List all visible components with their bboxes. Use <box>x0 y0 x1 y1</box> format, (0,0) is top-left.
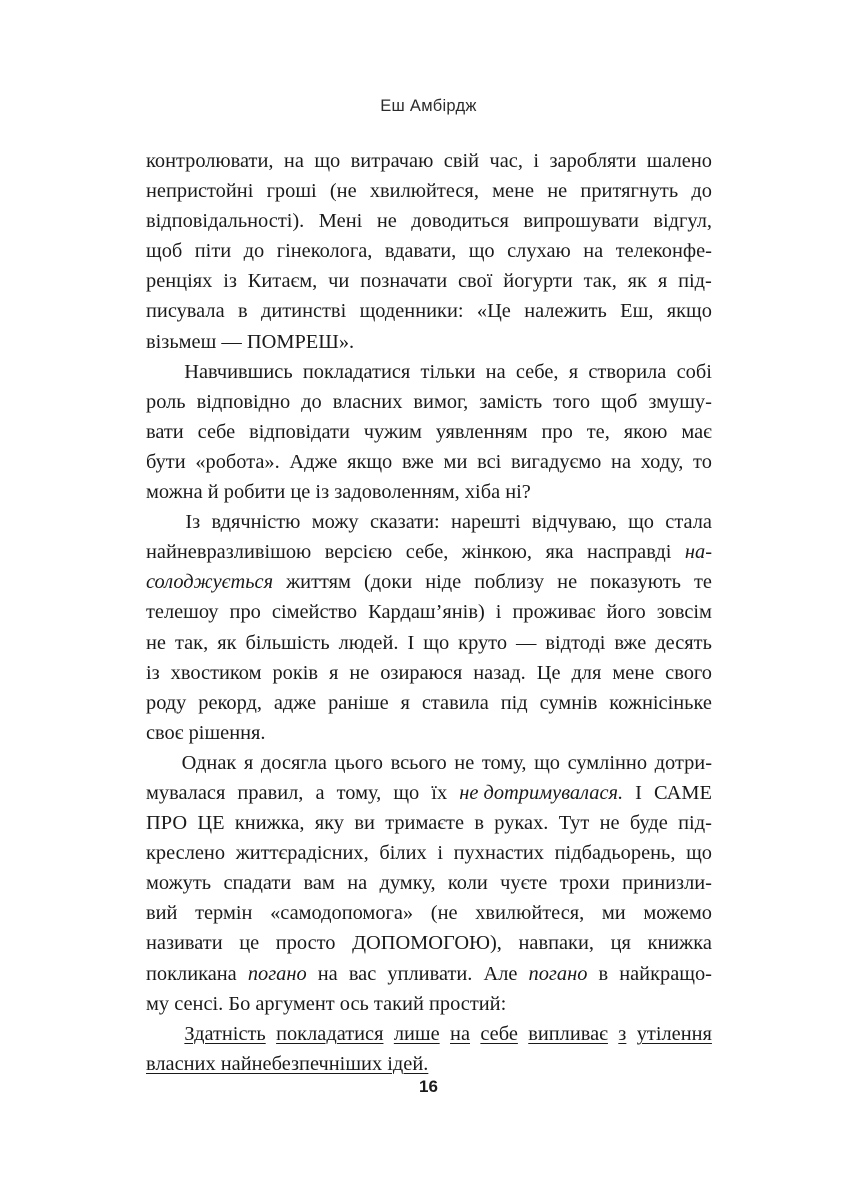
word: називати <box>146 932 223 955</box>
word: телеконфе- <box>615 240 712 263</box>
word: вий <box>146 902 178 925</box>
word: із <box>146 661 160 684</box>
word: витрачаю <box>350 150 434 172</box>
word: спадати <box>223 872 292 895</box>
word: гінеколога, <box>276 240 373 263</box>
word: і <box>495 601 502 624</box>
text-line <box>146 206 712 236</box>
word: що <box>314 150 341 172</box>
word: ходу, <box>640 450 684 473</box>
text-line <box>146 176 712 206</box>
word: собі <box>676 360 712 383</box>
word: що <box>393 781 420 804</box>
word: вам <box>303 872 335 895</box>
word: я <box>328 661 339 684</box>
word: тому, <box>481 751 527 774</box>
word: власних <box>332 390 403 413</box>
word: має <box>681 420 712 443</box>
word: так, <box>174 631 209 654</box>
text-line <box>146 1019 712 1049</box>
word: якщо <box>347 450 393 473</box>
text-line-last <box>146 1049 712 1079</box>
word: уявленням <box>435 420 528 443</box>
word: роду <box>146 691 187 714</box>
word: насправді <box>587 541 672 564</box>
paragraph-indent <box>146 1019 174 1049</box>
word: роль <box>146 390 186 413</box>
paragraph-1 <box>146 146 712 357</box>
word: телешоу <box>146 601 219 624</box>
word: хвилюйтеся, <box>475 902 585 925</box>
word: те <box>693 571 712 594</box>
word: можемо <box>643 902 712 925</box>
text-line <box>146 928 712 958</box>
word: досягла <box>260 751 327 774</box>
text-line <box>146 688 712 718</box>
text-line <box>146 868 712 898</box>
word: вже <box>401 450 434 473</box>
word: «робота». <box>195 450 280 473</box>
word: пухнастих <box>453 842 544 865</box>
word: книжка, <box>234 812 305 835</box>
word: сімейство <box>271 601 358 624</box>
word: ставила <box>421 691 489 714</box>
word: всього <box>390 751 447 774</box>
word: чи <box>328 270 350 293</box>
word: сумлінно <box>567 751 648 774</box>
word: до <box>243 240 265 263</box>
word: себе <box>197 420 236 443</box>
word: лише <box>393 1022 440 1045</box>
word: Однак <box>181 751 237 774</box>
word: цього <box>334 751 383 774</box>
emphasis: не дотримувалася. <box>459 781 624 804</box>
word: (не <box>430 902 458 925</box>
word: яка <box>545 541 574 564</box>
word: випливає <box>528 1022 608 1045</box>
word: ніде <box>425 571 462 594</box>
word: книжка <box>647 932 712 955</box>
text-line-last: візьмеш — ПОМРЕШ». <box>146 330 355 353</box>
underlined-text: власних найнебезпечніших ідей. <box>146 1052 429 1075</box>
word: мене <box>612 661 655 684</box>
word: чужим <box>363 420 422 443</box>
word: поблизу <box>474 571 545 594</box>
word <box>685 537 712 567</box>
word: жінкою, <box>461 541 532 564</box>
word: сумнів <box>539 691 598 714</box>
emphasis: на- <box>684 541 712 564</box>
word: навпаки, <box>518 932 594 955</box>
text-line <box>146 266 712 296</box>
paragraph-4 <box>146 748 712 1019</box>
word: контролювати, <box>146 150 274 172</box>
word: упливати. <box>387 962 473 985</box>
word: щоб <box>146 240 183 263</box>
word: то <box>693 450 712 473</box>
paragraph-3 <box>146 507 712 748</box>
word: на <box>485 360 506 383</box>
word: зовсім <box>656 601 712 624</box>
word <box>529 959 588 989</box>
word: адже <box>273 691 317 714</box>
word: просто <box>275 932 336 955</box>
word: позначати <box>360 270 448 293</box>
word: вати <box>146 420 184 443</box>
word: до <box>301 390 322 413</box>
word: притягнуть <box>580 180 679 203</box>
paragraph-indent <box>146 357 174 387</box>
paragraph-indent <box>146 507 174 537</box>
word: сказати: <box>369 511 440 534</box>
word: ренціях <box>146 270 213 293</box>
emphasis: солоджується <box>146 571 274 594</box>
word: бути <box>146 450 186 473</box>
word: стала <box>665 511 712 534</box>
word: на <box>583 240 604 263</box>
word: на <box>611 450 632 473</box>
word: і <box>437 842 443 865</box>
word: себе, <box>515 360 559 383</box>
word: про <box>229 601 261 624</box>
word: під <box>500 691 528 714</box>
word: Здатність <box>184 1022 266 1045</box>
word: — <box>516 631 537 654</box>
text-line <box>146 507 712 537</box>
word: не <box>454 751 475 774</box>
text-line-last: можна й робити це із задоволенням, хіба ні? <box>146 481 531 504</box>
word: слухаю <box>507 240 571 263</box>
word: в <box>474 812 484 835</box>
word: якщо <box>666 300 712 323</box>
text-line <box>146 537 712 567</box>
text-line <box>146 808 712 838</box>
word: я <box>243 751 254 774</box>
word: того <box>553 390 591 413</box>
word: (не <box>329 180 357 203</box>
word: хвостиком <box>170 661 262 684</box>
word: правил, <box>237 781 304 804</box>
word: проживає <box>512 601 596 624</box>
word: відповідно <box>196 390 291 413</box>
word: гроші <box>266 180 317 203</box>
word: замість <box>479 390 543 413</box>
text-line <box>146 387 712 417</box>
word: що <box>686 842 712 865</box>
word: в <box>598 962 609 985</box>
word: найкращо- <box>619 962 712 985</box>
word: ДОПОМОГОЮ), <box>352 932 502 955</box>
word: не <box>599 812 620 835</box>
word: я <box>568 360 579 383</box>
word: заробляти <box>549 150 637 172</box>
word: не <box>547 180 568 203</box>
emphasis: погано <box>247 962 307 985</box>
word: Тут <box>558 812 590 835</box>
word: як <box>627 270 647 293</box>
paragraph-2 <box>146 357 712 507</box>
text-line <box>146 628 712 658</box>
word: під- <box>678 812 712 835</box>
word: ЦЕ <box>197 812 225 835</box>
word: мувалася <box>146 781 226 804</box>
word: можу <box>311 511 359 534</box>
word: десять <box>655 631 712 654</box>
word: що <box>423 631 450 654</box>
word: Кардаш’янів) <box>368 601 485 624</box>
word: (доки <box>363 571 413 594</box>
word: шалено <box>646 150 712 172</box>
word <box>248 959 307 989</box>
word: більшість <box>245 631 330 654</box>
word: років <box>272 661 319 684</box>
word: раніше <box>328 691 389 714</box>
word: із <box>223 270 237 293</box>
word: те, <box>586 420 610 443</box>
word: йогурти <box>503 270 573 293</box>
word: належить <box>524 300 607 323</box>
text-line <box>146 748 712 778</box>
word: Адже <box>289 450 338 473</box>
word: назад. <box>473 661 526 684</box>
word: не <box>349 661 370 684</box>
word: себе <box>480 1022 518 1045</box>
word: на <box>347 872 368 895</box>
text-line <box>146 959 712 989</box>
paragraph-5-underlined <box>146 1019 712 1079</box>
running-head: Еш Амбірдж <box>380 97 477 115</box>
text-line <box>146 357 712 387</box>
word: САМЕ <box>654 781 712 804</box>
word: Еш, <box>620 300 654 323</box>
word: і <box>533 150 540 172</box>
text-line <box>146 898 712 928</box>
word: буде <box>629 812 668 835</box>
word: на <box>450 1022 470 1045</box>
word: що <box>534 751 560 774</box>
word: вигадуємо <box>510 450 602 473</box>
word: не <box>376 210 397 233</box>
word: яку <box>314 812 344 835</box>
text-line <box>146 838 712 868</box>
word: версією <box>324 541 393 564</box>
text-line <box>146 236 712 266</box>
word: дитинстві <box>260 300 347 323</box>
word: під- <box>678 270 712 293</box>
word: життєрадісних, <box>235 842 369 865</box>
word: кожнісіньке <box>609 691 712 714</box>
word: для <box>571 661 602 684</box>
word: на <box>283 150 304 172</box>
word: доводиться <box>411 210 509 233</box>
word: їх <box>431 781 448 804</box>
word: вдячністю <box>211 511 301 534</box>
word: його <box>606 601 646 624</box>
page-number: 16 <box>419 1077 438 1096</box>
word: креслено <box>146 842 226 865</box>
word: відчуваю, <box>531 511 617 534</box>
word: хвилюйтеся, <box>369 180 479 203</box>
word: що <box>628 511 654 534</box>
word: круто <box>458 631 508 654</box>
word: покликана <box>146 962 237 985</box>
text-line <box>146 447 712 477</box>
word: писувала <box>146 300 225 323</box>
word: змушу- <box>648 390 712 413</box>
word: щоденники: <box>359 300 464 323</box>
body-text <box>146 146 712 1079</box>
text-line <box>146 567 712 597</box>
word: ми <box>601 902 626 925</box>
word: думку, <box>379 872 436 895</box>
word: принизли- <box>622 872 712 895</box>
word: руках. <box>494 812 549 835</box>
word: створила <box>588 360 667 383</box>
word: до <box>691 180 712 203</box>
word <box>146 567 273 597</box>
text-line-last: своє рішення. <box>146 721 266 744</box>
word: тому, <box>336 781 382 804</box>
word: час, <box>489 150 523 172</box>
word: а <box>315 781 325 804</box>
word: піти <box>194 240 232 263</box>
word: відгул, <box>653 210 712 233</box>
text-line <box>146 778 712 808</box>
word: покладатися <box>302 360 411 383</box>
word <box>459 778 623 808</box>
word: як <box>217 631 237 654</box>
word: можуть <box>146 872 212 895</box>
word: «самодопомога» <box>270 902 414 925</box>
emphasis: погано <box>528 962 588 985</box>
word: показують <box>590 571 681 594</box>
word: озираюся <box>380 661 463 684</box>
word: «Це <box>476 300 511 323</box>
word: якою <box>623 420 668 443</box>
word: рекорд, <box>198 691 262 714</box>
word: відтоді <box>545 631 606 654</box>
word: вже <box>614 631 647 654</box>
word: не <box>146 631 166 654</box>
word: коли <box>447 872 488 895</box>
word: на <box>317 962 338 985</box>
word: я <box>400 691 410 714</box>
word: І <box>635 781 642 804</box>
word: І <box>407 631 415 654</box>
word: вдавати, <box>384 240 457 263</box>
word: покладатися <box>276 1022 384 1045</box>
word: тільки <box>420 360 476 383</box>
text-line <box>146 146 712 176</box>
word: Але <box>483 962 518 985</box>
word: свої <box>458 270 493 293</box>
word: білих <box>379 842 427 865</box>
word: ми <box>443 450 468 473</box>
word: термін <box>195 902 253 925</box>
word: відповідальності). <box>146 210 305 233</box>
word: мене <box>492 180 535 203</box>
word: чуєте <box>500 872 548 895</box>
text-line-last: му сенсі. Бо аргумент ось такий простий: <box>146 992 507 1015</box>
word: нарешті <box>451 511 521 534</box>
word: це <box>239 932 260 955</box>
text-line <box>146 597 712 627</box>
word: свого <box>665 661 712 684</box>
word: трохи <box>559 872 610 895</box>
word: себе, <box>405 541 449 564</box>
word: в <box>237 300 248 323</box>
word: з <box>618 1022 627 1045</box>
word: Із <box>185 511 201 534</box>
text-line <box>146 658 712 688</box>
word: вас <box>348 962 377 985</box>
paragraph-indent <box>146 748 174 778</box>
word: Це <box>536 661 561 684</box>
word: відповідати <box>249 420 350 443</box>
word: всі <box>477 450 502 473</box>
word: про <box>541 420 573 443</box>
word: Навчившись <box>184 360 293 383</box>
word: щоб <box>601 390 638 413</box>
word: я <box>657 270 668 293</box>
word: Китаєм, <box>247 270 318 293</box>
word: Мені <box>318 210 363 233</box>
word: непристойні <box>146 180 254 203</box>
word: тримаєте <box>385 812 464 835</box>
text-line <box>146 417 712 447</box>
word: випрошувати <box>523 210 639 233</box>
word: так, <box>583 270 617 293</box>
word: вимог, <box>413 390 469 413</box>
text-line <box>146 296 712 326</box>
word: утілення <box>636 1022 712 1045</box>
word: ПРО <box>146 812 188 835</box>
word: найневразливішою <box>146 541 312 564</box>
word: ця <box>610 932 631 955</box>
word: дотри- <box>654 751 712 774</box>
word: що <box>468 240 495 263</box>
word: свій <box>443 150 480 172</box>
word: не <box>557 571 578 594</box>
word: людей. <box>338 631 399 654</box>
word: підбадьорень, <box>554 842 676 865</box>
word: ви <box>354 812 375 835</box>
word: життям <box>286 571 351 594</box>
